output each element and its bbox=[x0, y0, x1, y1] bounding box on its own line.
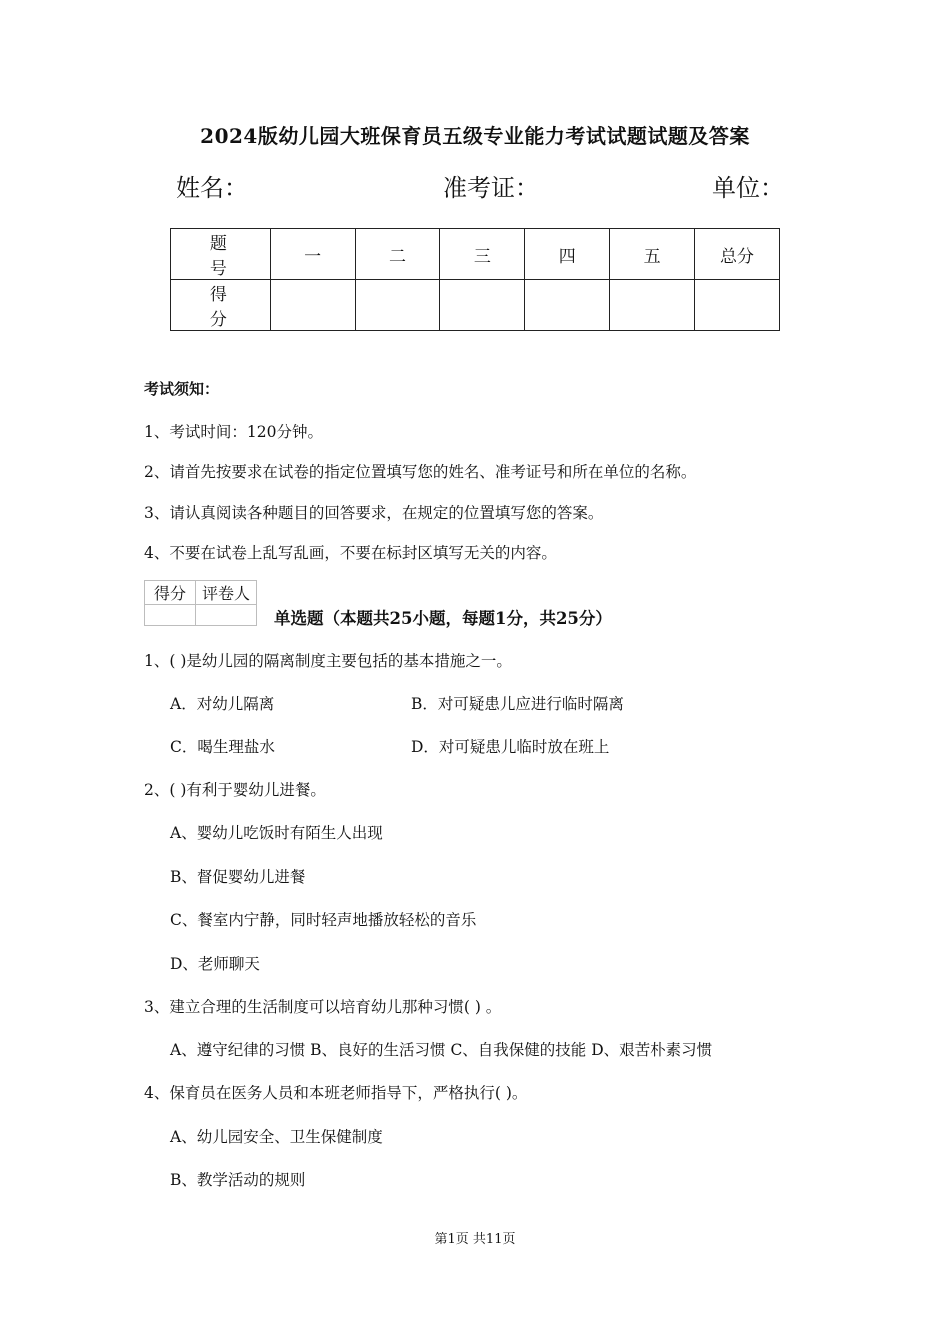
question-option[interactable]: A、婴幼儿吃饭时有陌生人出现 bbox=[170, 824, 383, 842]
question-option[interactable]: B、督促婴幼儿进餐 bbox=[170, 868, 306, 886]
question-option[interactable]: D、老师聊天 bbox=[170, 955, 260, 973]
score-input-cell[interactable] bbox=[525, 280, 610, 331]
notice-item: 4、不要在试卷上乱写乱画，不要在标封区填写无关的内容。 bbox=[144, 544, 557, 562]
notice-item: 1、考试时间：120分钟。 bbox=[144, 423, 323, 441]
score-table-score-row bbox=[171, 280, 780, 331]
name-label: 姓名： bbox=[176, 174, 248, 202]
score-header-cell: 四 bbox=[525, 229, 610, 280]
score-header-cell: 五 bbox=[610, 229, 695, 280]
grader-score-label: 得分 bbox=[145, 581, 196, 605]
question-option[interactable]: B．对可疑患儿应进行临时隔离 bbox=[411, 695, 624, 713]
score-input-cell[interactable] bbox=[610, 280, 695, 331]
notice-item: 3、请认真阅读各种题目的回答要求，在规定的位置填写您的答案。 bbox=[144, 504, 604, 522]
score-table bbox=[170, 228, 780, 331]
score-header-cell: 二 bbox=[355, 229, 440, 280]
question-option[interactable]: C、餐室内宁静，同时轻声地播放轻松的音乐 bbox=[170, 911, 477, 929]
score-header-cell: 题 号 bbox=[171, 229, 271, 280]
question-option[interactable]: A．对幼儿隔离 bbox=[170, 695, 275, 713]
grader-box bbox=[144, 580, 257, 626]
question-option[interactable]: D．对可疑患儿临时放在班上 bbox=[411, 738, 610, 756]
question-option[interactable]: B、教学活动的规则 bbox=[170, 1171, 306, 1189]
unit-label: 单位： bbox=[712, 174, 784, 202]
question-option[interactable]: A、幼儿园安全、卫生保健制度 bbox=[170, 1128, 383, 1146]
score-input-cell[interactable] bbox=[695, 280, 780, 331]
question-text: 2、( )有利于婴幼儿进餐。 bbox=[144, 781, 326, 799]
score-header-cell: 三 bbox=[440, 229, 525, 280]
grader-score-cell[interactable] bbox=[145, 605, 196, 626]
question-text: 4、保育员在医务人员和本班老师指导下，严格执行( )。 bbox=[144, 1084, 528, 1102]
grader-name-label: 评卷人 bbox=[196, 581, 257, 605]
candidate-info-row bbox=[176, 168, 784, 204]
score-header-cell: 一 bbox=[270, 229, 355, 280]
page-footer: 第1页 共11页 bbox=[434, 1232, 516, 1247]
score-row-label: 得 分 bbox=[171, 280, 271, 331]
score-input-cell[interactable] bbox=[440, 280, 525, 331]
score-input-cell[interactable] bbox=[355, 280, 440, 331]
score-table-header-row bbox=[171, 229, 780, 280]
question-option[interactable]: C．喝生理盐水 bbox=[170, 738, 275, 756]
score-input-cell[interactable] bbox=[270, 280, 355, 331]
question-option[interactable]: A、遵守纪律的习惯 B、良好的生活习惯 C、自我保健的技能 D、艰苦朴素习惯 bbox=[170, 1041, 713, 1059]
exam-id-label: 准考证： bbox=[443, 174, 539, 202]
notice-title: 考试须知： bbox=[144, 380, 220, 398]
grader-name-cell[interactable] bbox=[196, 605, 257, 626]
section-title: 单选题（本题共25小题，每题1分，共25分） bbox=[274, 609, 612, 628]
score-header-cell: 总分 bbox=[695, 229, 780, 280]
question-text: 3、建立合理的生活制度可以培育幼儿那种习惯( ) 。 bbox=[144, 998, 502, 1016]
page-title: 2024版幼儿园大班保育员五级专业能力考试试题试题及答案 bbox=[200, 124, 750, 148]
notice-item: 2、请首先按要求在试卷的指定位置填写您的姓名、准考证号和所在单位的名称。 bbox=[144, 463, 697, 481]
question-text: 1、( )是幼儿园的隔离制度主要包括的基本措施之一。 bbox=[144, 652, 512, 670]
